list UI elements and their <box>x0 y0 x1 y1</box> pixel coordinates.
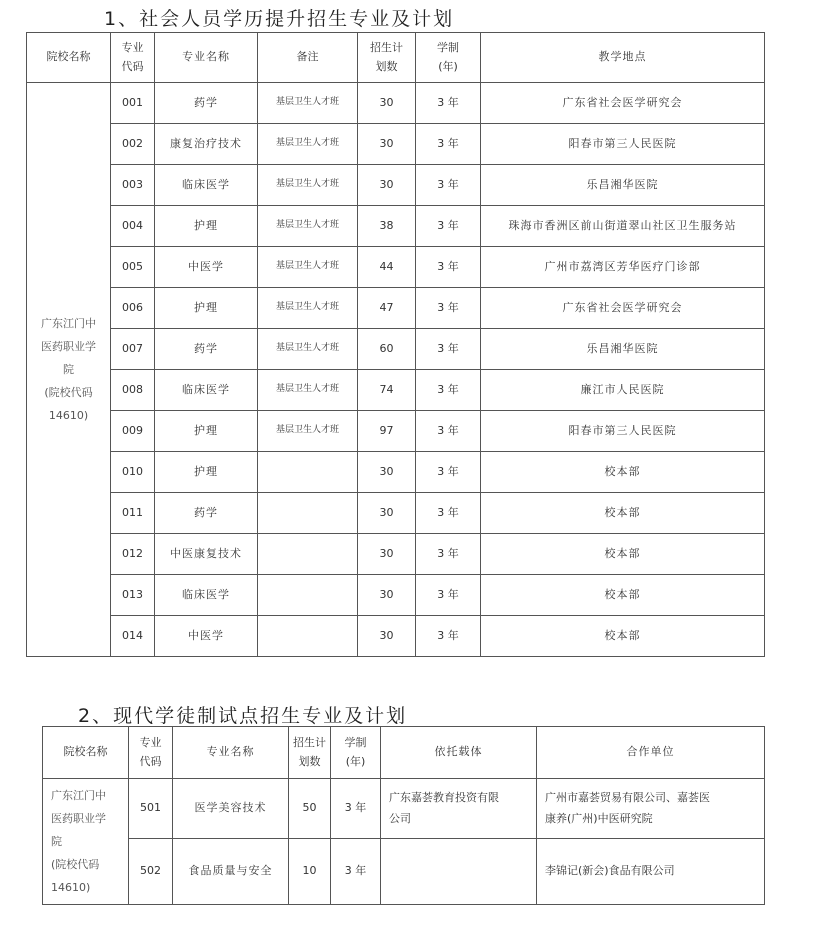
location-cell: 校本部 <box>481 534 765 575</box>
years-cell: 3 年 <box>416 165 481 206</box>
table-row <box>27 206 765 247</box>
quota-cell: 60 <box>358 329 416 370</box>
major-code-cell: 005 <box>111 247 155 288</box>
location-cell: 校本部 <box>481 575 765 616</box>
quota-cell: 44 <box>358 247 416 288</box>
table-row <box>27 575 765 616</box>
note-cell: 基层卫生人才班 <box>258 370 358 411</box>
years-cell: 3 年 <box>416 83 481 124</box>
quota-cell: 50 <box>289 779 331 839</box>
note-cell <box>258 534 358 575</box>
major-code-cell: 011 <box>111 493 155 534</box>
partner-cell: 李锦记(新会)食品有限公司 <box>537 839 765 905</box>
major-code-cell: 004 <box>111 206 155 247</box>
years-cell: 3 年 <box>416 206 481 247</box>
table-row <box>43 779 765 839</box>
header-major: 专业名称 <box>155 33 258 83</box>
admission-plan-table <box>26 32 765 657</box>
major-name-cell: 康复治疗技术 <box>155 124 258 165</box>
years-cell: 3 年 <box>416 534 481 575</box>
header-code: 专业 代码 <box>111 33 155 83</box>
table-row <box>27 288 765 329</box>
major-name-cell: 药学 <box>155 83 258 124</box>
location-cell: 广东省社会医学研究会 <box>481 83 765 124</box>
major-name-cell: 食品质量与安全 <box>173 839 289 905</box>
major-name-cell: 临床医学 <box>155 370 258 411</box>
major-code-cell: 009 <box>111 411 155 452</box>
major-name-cell: 护理 <box>155 452 258 493</box>
header-years: 学制 (年) <box>331 727 381 779</box>
school-name-cell: 广东江门中 医药职业学 院 (院校代码 14610) <box>43 779 129 905</box>
years-cell: 3 年 <box>416 452 481 493</box>
major-name-cell: 中医康复技术 <box>155 534 258 575</box>
table-header-row <box>43 727 765 779</box>
header-partner: 合作单位 <box>537 727 765 779</box>
major-name-cell: 护理 <box>155 288 258 329</box>
apprenticeship-plan-table <box>42 726 765 905</box>
header-quota: 招生计 划数 <box>358 33 416 83</box>
years-cell: 3 年 <box>416 493 481 534</box>
location-cell: 阳春市第三人民医院 <box>481 411 765 452</box>
location-cell: 校本部 <box>481 493 765 534</box>
table-row <box>43 839 765 905</box>
major-code-cell: 014 <box>111 616 155 657</box>
major-name-cell: 临床医学 <box>155 575 258 616</box>
major-name-cell: 临床医学 <box>155 165 258 206</box>
table-row <box>27 452 765 493</box>
table-row <box>27 534 765 575</box>
header-note: 备注 <box>258 33 358 83</box>
table-row <box>27 247 765 288</box>
table-row <box>27 329 765 370</box>
table-row <box>27 493 765 534</box>
years-cell: 3 年 <box>416 247 481 288</box>
note-cell: 基层卫生人才班 <box>258 83 358 124</box>
header-school: 院校名称 <box>43 727 129 779</box>
note-cell <box>258 575 358 616</box>
note-cell <box>258 493 358 534</box>
table-row <box>27 411 765 452</box>
quota-cell: 30 <box>358 83 416 124</box>
quota-cell: 30 <box>358 616 416 657</box>
header-major: 专业名称 <box>173 727 289 779</box>
quota-cell: 97 <box>358 411 416 452</box>
note-cell: 基层卫生人才班 <box>258 165 358 206</box>
table-row <box>27 124 765 165</box>
quota-cell: 74 <box>358 370 416 411</box>
major-code-cell: 012 <box>111 534 155 575</box>
major-code-cell: 501 <box>129 779 173 839</box>
years-cell: 3 年 <box>331 839 381 905</box>
header-school: 院校名称 <box>27 33 111 83</box>
years-cell: 3 年 <box>416 575 481 616</box>
header-years: 学制 (年) <box>416 33 481 83</box>
table-row <box>27 83 765 124</box>
major-name-cell: 药学 <box>155 329 258 370</box>
quota-cell: 38 <box>358 206 416 247</box>
major-code-cell: 007 <box>111 329 155 370</box>
years-cell: 3 年 <box>416 288 481 329</box>
years-cell: 3 年 <box>416 411 481 452</box>
location-cell: 廉江市人民医院 <box>481 370 765 411</box>
note-cell: 基层卫生人才班 <box>258 247 358 288</box>
major-code-cell: 502 <box>129 839 173 905</box>
major-name-cell: 护理 <box>155 206 258 247</box>
note-cell: 基层卫生人才班 <box>258 206 358 247</box>
carrier-cell <box>381 839 537 905</box>
table-row <box>27 165 765 206</box>
location-cell: 广东省社会医学研究会 <box>481 288 765 329</box>
section1-title: 1、社会人员学历提升招生专业及计划 <box>104 8 455 30</box>
quota-cell: 30 <box>358 124 416 165</box>
section2-title: 2、现代学徒制试点招生专业及计划 <box>78 705 408 727</box>
note-cell <box>258 616 358 657</box>
quota-cell: 10 <box>289 839 331 905</box>
table-header-row <box>27 33 765 83</box>
location-cell: 校本部 <box>481 452 765 493</box>
table-row <box>27 370 765 411</box>
partner-cell: 广州市嘉荟贸易有限公司、嘉荟医 康养(广州)中医研究院 <box>537 779 765 839</box>
location-cell: 珠海市香洲区前山街道翠山社区卫生服务站 <box>481 206 765 247</box>
note-cell <box>258 452 358 493</box>
header-code: 专业 代码 <box>129 727 173 779</box>
location-cell: 阳春市第三人民医院 <box>481 124 765 165</box>
quota-cell: 47 <box>358 288 416 329</box>
major-code-cell: 003 <box>111 165 155 206</box>
carrier-cell: 广东嘉荟教育投资有限 公司 <box>381 779 537 839</box>
years-cell: 3 年 <box>416 370 481 411</box>
years-cell: 3 年 <box>416 329 481 370</box>
location-cell: 乐昌湘华医院 <box>481 165 765 206</box>
location-cell: 乐昌湘华医院 <box>481 329 765 370</box>
major-name-cell: 中医学 <box>155 616 258 657</box>
table-row <box>27 616 765 657</box>
location-cell: 广州市荔湾区芳华医疗门诊部 <box>481 247 765 288</box>
header-location: 教学地点 <box>481 33 765 83</box>
location-cell: 校本部 <box>481 616 765 657</box>
years-cell: 3 年 <box>416 124 481 165</box>
header-carrier: 依托载体 <box>381 727 537 779</box>
quota-cell: 30 <box>358 165 416 206</box>
major-code-cell: 001 <box>111 83 155 124</box>
note-cell: 基层卫生人才班 <box>258 124 358 165</box>
note-cell: 基层卫生人才班 <box>258 329 358 370</box>
major-code-cell: 002 <box>111 124 155 165</box>
major-name-cell: 医学美容技术 <box>173 779 289 839</box>
major-name-cell: 药学 <box>155 493 258 534</box>
quota-cell: 30 <box>358 534 416 575</box>
note-cell: 基层卫生人才班 <box>258 288 358 329</box>
major-name-cell: 中医学 <box>155 247 258 288</box>
major-name-cell: 护理 <box>155 411 258 452</box>
years-cell: 3 年 <box>331 779 381 839</box>
quota-cell: 30 <box>358 452 416 493</box>
note-cell: 基层卫生人才班 <box>258 411 358 452</box>
header-quota: 招生计 划数 <box>289 727 331 779</box>
major-code-cell: 013 <box>111 575 155 616</box>
quota-cell: 30 <box>358 493 416 534</box>
major-code-cell: 010 <box>111 452 155 493</box>
major-code-cell: 008 <box>111 370 155 411</box>
major-code-cell: 006 <box>111 288 155 329</box>
school-name-cell: 广东江门中 医药职业学 院 (院校代码 14610) <box>27 83 111 657</box>
quota-cell: 30 <box>358 575 416 616</box>
years-cell: 3 年 <box>416 616 481 657</box>
